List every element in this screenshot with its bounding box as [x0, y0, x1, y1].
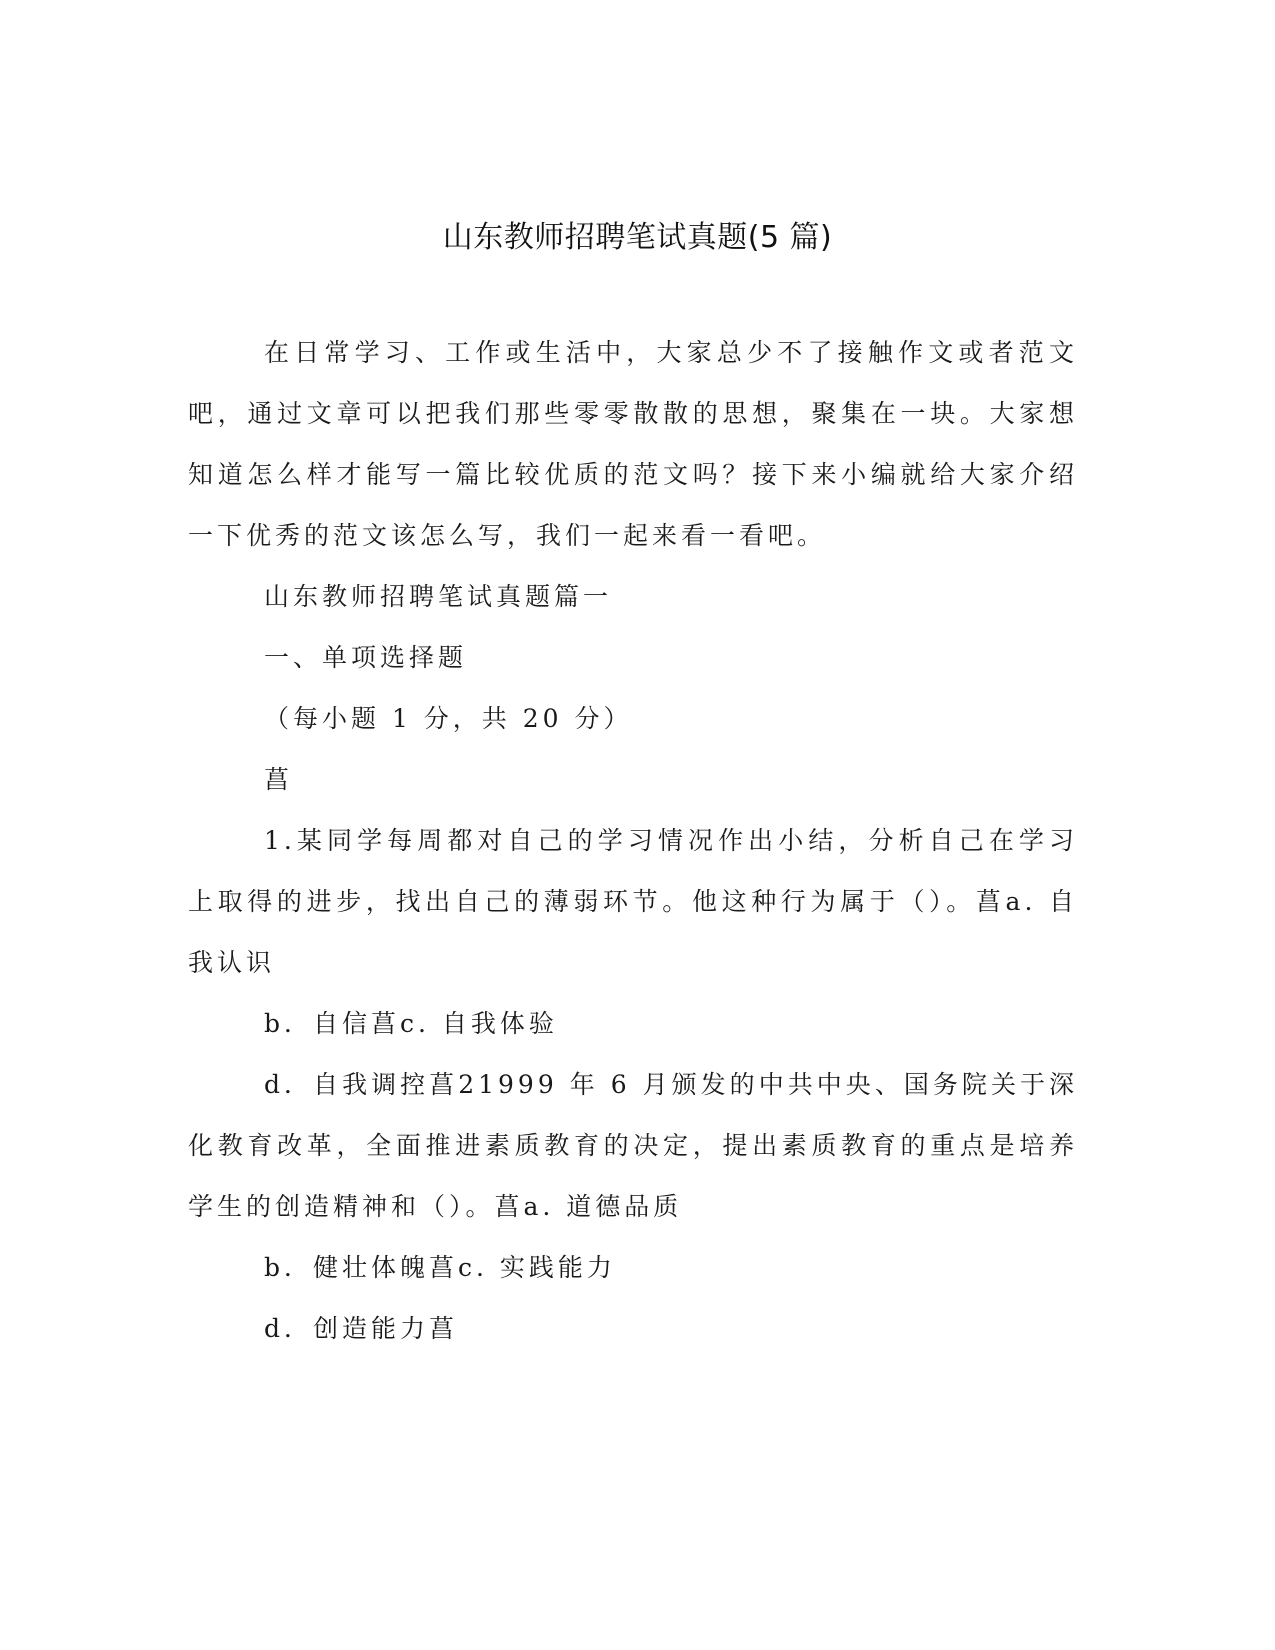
section-heading: 山东教师招聘笔试真题篇一 — [264, 582, 613, 611]
intro-paragraph: 在日常学习、工作或生活中，大家总少不了接触作文或者范文吧，通过文章可以把我们那些零零散散的思想，聚集在一块。大家想知道怎么样才能写一篇比较优质的范文吗？接下来小编就给大家介绍一下优秀的范文该怎么写，我们一起来看一看吧。 — [188, 338, 1078, 550]
score-note: （每小题 1 分，共 20 分） — [264, 704, 633, 733]
question-type-heading: 一、单项选择题 — [264, 643, 468, 672]
question-1: 1.某同学每周都对自己的学习情况作出小结，分析自己在学习上取得的进步，找出自己的薄弱环节。他这种行为属于（）。菖a. 自我认识 — [188, 826, 1078, 977]
question-1-options: b．自信菖c. 自我体验 — [264, 1009, 558, 1038]
document-title: 山东教师招聘笔试真题(5 篇) — [442, 220, 833, 255]
question-2-options: b．健壮体魄菖c. 实践能力 — [264, 1253, 616, 1282]
document-body — [188, 322, 1078, 1359]
question-2-option-d: d．创造能力菖 — [264, 1314, 459, 1343]
stray-character: 菖 — [264, 765, 294, 794]
question-2: d．自我调控菖21999 年 6 月颁发的中共中央、国务院关于深化教育改革，全面推进素质教育的决定，提出素质教育的重点是培养学生的创造精神和（）。菖a. 道德品质 — [188, 1070, 1078, 1221]
